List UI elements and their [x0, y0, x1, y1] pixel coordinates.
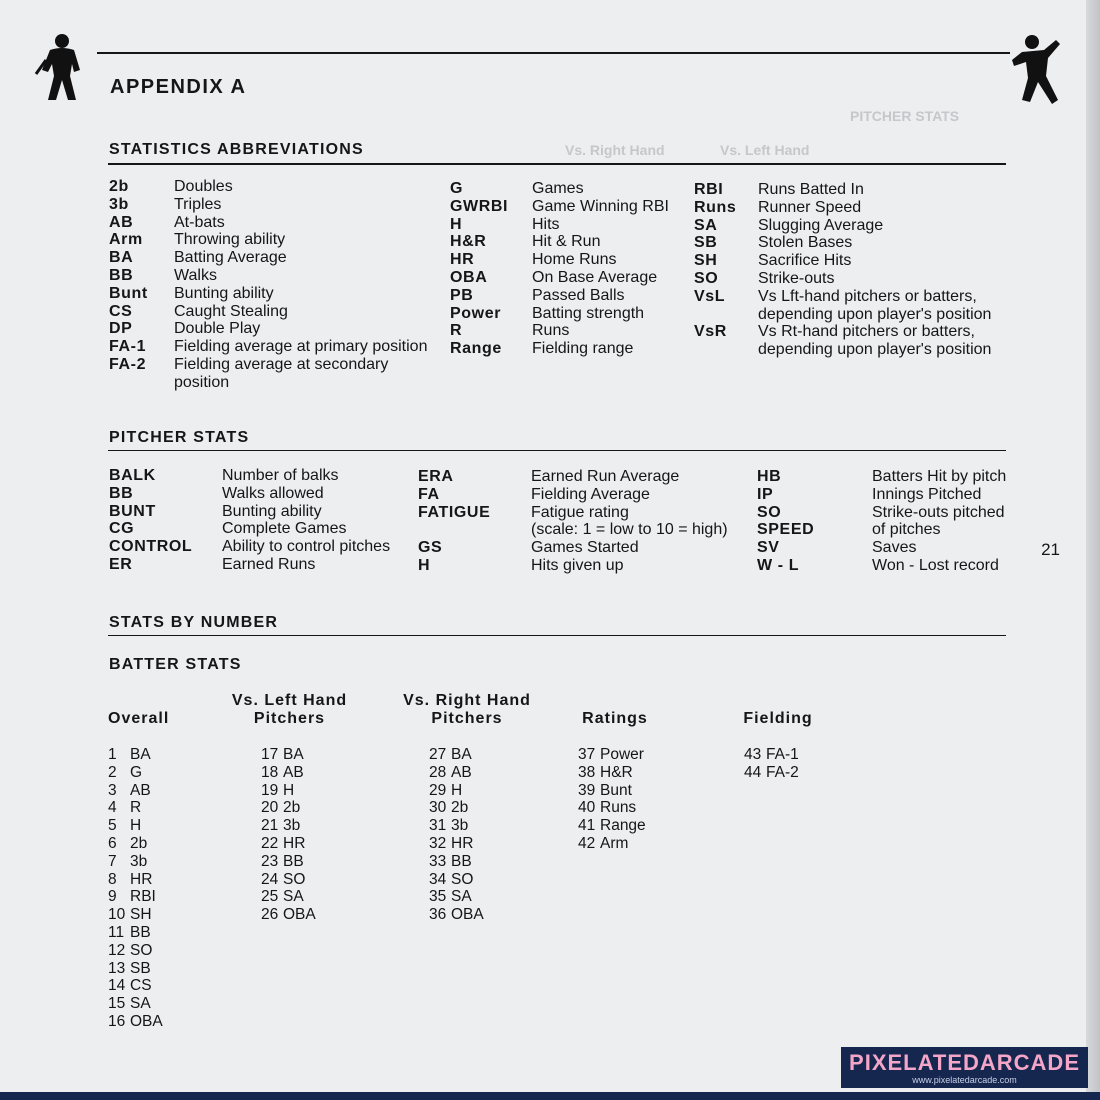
stat-number-row — [578, 764, 646, 782]
abbreviation-code: VsL — [694, 287, 726, 305]
abbreviation-code: Bunt — [109, 284, 148, 302]
stat-number-row — [429, 906, 484, 924]
stat-number: 33 — [429, 852, 447, 870]
stat-number-row — [108, 906, 163, 924]
stat-number: 16 — [108, 1012, 126, 1030]
abbreviation-code: FA-2 — [109, 355, 147, 373]
abbreviation-code: SO — [694, 269, 719, 287]
stat-code: G — [130, 763, 143, 781]
stat-code: BA — [451, 746, 472, 763]
pitcher-silhouette-icon — [1004, 30, 1070, 110]
stat-number-row — [108, 995, 163, 1013]
abbreviation-description: Earned Run Average — [531, 468, 680, 485]
abbreviation-code: HR — [450, 251, 475, 269]
pitcher-stats-heading: PITCHER STATS — [109, 429, 250, 446]
stat-code: SA — [130, 995, 151, 1013]
stat-code: AB — [451, 763, 472, 781]
stat-number-row — [261, 853, 316, 871]
stat-code: OBA — [283, 906, 316, 924]
abbreviation-description: (scale: 1 = low to 10 = high) — [531, 521, 728, 539]
column-heading-vs-right: Vs. Right Hand Pitchers — [403, 692, 531, 727]
abbreviation-description: Caught Stealing — [174, 302, 288, 320]
abbreviation-code: CG — [109, 520, 135, 538]
stat-number: 8 — [108, 870, 117, 888]
stat-number: 34 — [429, 870, 447, 888]
abbreviation-code: FA — [418, 485, 440, 503]
stat-number: 5 — [108, 817, 117, 835]
vs-left-stat-list — [261, 746, 316, 924]
abbreviation-code: BB — [109, 484, 134, 502]
stat-code: SA — [451, 888, 472, 906]
stat-code: H — [130, 817, 142, 835]
page-number: 21 — [1041, 540, 1060, 559]
abbreviation-description: Bunting ability — [174, 284, 274, 302]
abbreviation-code: SA — [694, 216, 718, 234]
stat-code: Bunt — [600, 781, 632, 799]
pitcher-desc-col3 — [872, 468, 1006, 575]
stat-code: HR — [283, 834, 306, 852]
abbreviation-code: Range — [450, 340, 502, 358]
stat-number: 43 — [744, 746, 762, 763]
abbreviation-code: AB — [109, 213, 134, 231]
stat-number-row — [429, 782, 484, 800]
abbreviation-code: FA-1 — [109, 338, 147, 356]
stat-number-row — [108, 1013, 163, 1031]
stat-number-row — [108, 888, 163, 906]
show-through-heading: PITCHER STATS — [850, 108, 960, 124]
stat-code: BB — [283, 852, 304, 870]
abbreviation-description: of pitches — [872, 521, 941, 539]
stat-number-row — [261, 906, 316, 924]
abbreviation-description: Vs Rt-hand pitchers or batters, — [758, 323, 975, 341]
stat-code: R — [130, 799, 142, 817]
watermark-logo — [841, 1047, 1088, 1088]
stat-number-row — [261, 871, 316, 889]
abbreviation-description: Earned Runs — [222, 555, 316, 573]
stat-number-row — [429, 817, 484, 835]
abbreviation-description: Strike-outs pitched — [872, 503, 1005, 521]
stat-number-row — [429, 835, 484, 853]
stat-number-row — [429, 764, 484, 782]
abbreviation-code: Arm — [109, 231, 143, 249]
stat-number-row — [108, 764, 163, 782]
abbreviation-code: SPEED — [757, 521, 815, 539]
stat-number-row — [429, 746, 484, 764]
stat-number-row — [261, 835, 316, 853]
abbreviation-code: CS — [109, 302, 133, 320]
abbreviation-description: Games Started — [531, 539, 639, 557]
stat-number: 36 — [429, 906, 447, 924]
stat-code: SO — [130, 941, 153, 959]
abbreviation-code: H&R — [450, 233, 487, 251]
abbreviation-description: Doubles — [174, 178, 233, 195]
abbreviation-description: At-bats — [174, 213, 225, 231]
column-heading-fielding: Fielding — [743, 710, 813, 727]
stats-abbrev-desc-col3 — [758, 181, 991, 359]
abbreviation-description: Batting strength — [532, 304, 645, 322]
stat-code: 2b — [130, 834, 148, 852]
abbreviation-description: Fatigue rating — [531, 503, 629, 521]
abbreviation-code: W - L — [757, 556, 800, 574]
stat-number-row — [261, 817, 316, 835]
stat-code: H&R — [600, 763, 633, 781]
abbreviation-code: DP — [109, 320, 133, 338]
abbreviation-description: Bunting ability — [222, 502, 322, 520]
stats-abbrev-codes-col3 — [694, 181, 736, 359]
stat-code: H — [283, 781, 295, 799]
fielding-stat-list — [744, 746, 799, 782]
abbreviation-description: Runner Speed — [758, 198, 862, 216]
stat-number: 2 — [108, 763, 117, 781]
pitcher-codes-col2 — [418, 468, 490, 575]
abbreviation-description: Home Runs — [532, 251, 617, 269]
column-heading-ratings: Ratings — [582, 710, 648, 727]
stat-number-row — [108, 746, 163, 764]
abbreviation-description: Walks allowed — [222, 484, 324, 502]
stat-code: 3b — [130, 852, 148, 870]
abbreviation-code: CONTROL — [109, 538, 193, 556]
stat-number: 3 — [108, 781, 117, 799]
abbreviation-code: SH — [694, 252, 718, 270]
abbreviation-code: GWRBI — [450, 197, 509, 215]
stat-code: Range — [600, 817, 646, 835]
stat-code: Power — [600, 746, 644, 763]
abbreviation-code: BUNT — [109, 502, 156, 520]
abbreviation-description: Won - Lost record — [872, 556, 999, 574]
stat-number: 44 — [744, 763, 762, 781]
stat-number-row — [578, 782, 646, 800]
abbreviation-description: Games — [532, 180, 584, 197]
stat-code: SO — [451, 870, 474, 888]
stat-number: 25 — [261, 888, 279, 906]
stat-code: BA — [283, 746, 304, 763]
stats-abbrev-codes-col1 — [109, 178, 148, 392]
stat-number: 18 — [261, 763, 279, 781]
pitcher-desc-col2 — [531, 468, 728, 575]
stat-code: OBA — [130, 1012, 163, 1030]
stat-code: SB — [130, 959, 151, 977]
abbreviation-description: Sacrifice Hits — [758, 252, 852, 270]
stat-number-row — [429, 888, 484, 906]
abbreviation-description: Hits given up — [531, 556, 624, 574]
stat-number: 28 — [429, 763, 447, 781]
stat-number-row — [578, 746, 646, 764]
stat-number-row — [261, 746, 316, 764]
stat-number: 42 — [578, 834, 596, 852]
abbreviation-code — [109, 374, 148, 392]
stats-by-number-heading: STATS BY NUMBER — [109, 614, 279, 631]
stat-number: 6 — [108, 834, 117, 852]
abbreviation-code: VsR — [694, 323, 727, 341]
stat-code: 3b — [451, 817, 469, 835]
stat-number: 40 — [578, 799, 596, 817]
abbreviation-description: Hits — [532, 215, 560, 233]
stats-abbrev-desc-col2 — [532, 180, 669, 358]
abbreviation-description: Passed Balls — [532, 286, 625, 304]
abbreviation-code: ERA — [418, 468, 454, 485]
stat-code: OBA — [451, 906, 484, 924]
abbreviation-description: Ability to control pitches — [222, 538, 391, 556]
stat-code: SO — [283, 870, 306, 888]
stat-number: 29 — [429, 781, 447, 799]
stat-number-row — [744, 746, 799, 764]
stat-code: SA — [283, 888, 304, 906]
abbreviation-description: Hit & Run — [532, 233, 601, 251]
stats-abbrev-codes-col2 — [450, 180, 508, 358]
abbreviation-description: Complete Games — [222, 520, 347, 538]
watermark-brand: PIXELATEDARCADE — [849, 1050, 1080, 1075]
page-edge — [1086, 0, 1100, 1100]
stat-number: 14 — [108, 977, 126, 995]
abbreviation-description: On Base Average — [532, 268, 658, 286]
abbreviation-description: depending upon player's position — [758, 341, 992, 359]
stat-number-row — [108, 799, 163, 817]
abbreviation-code: SB — [694, 234, 718, 252]
stat-code: 3b — [283, 817, 301, 835]
abbreviation-description: Batters Hit by pitch — [872, 468, 1007, 485]
abbreviation-description: Runs Batted In — [758, 181, 864, 198]
abbreviation-description: Stolen Bases — [758, 234, 853, 252]
stat-code: HR — [130, 870, 153, 888]
show-through-text: Vs. Right Hand — [565, 142, 665, 158]
abbreviation-description: position — [174, 373, 230, 391]
stat-number-row — [578, 835, 646, 853]
pitcher-codes-col3 — [757, 468, 814, 575]
abbreviation-description: Fielding Average — [531, 485, 650, 503]
abbreviation-description: Saves — [872, 539, 917, 557]
stat-number-row — [108, 924, 163, 942]
stat-number-row — [261, 782, 316, 800]
stat-code: CS — [130, 977, 152, 995]
abbreviation-code — [418, 521, 490, 539]
abbreviation-description: Batting Average — [174, 249, 287, 267]
overall-stat-list — [108, 746, 163, 1031]
abbreviation-description: Runs — [532, 322, 570, 340]
batter-stats-heading: BATTER STATS — [109, 656, 242, 673]
stat-code: BB — [130, 923, 151, 941]
stat-number-row — [578, 799, 646, 817]
stat-number-row — [108, 817, 163, 835]
stat-number-row — [108, 853, 163, 871]
abbreviation-code: 3b — [109, 195, 129, 213]
stat-number: 17 — [261, 746, 279, 763]
stat-number: 24 — [261, 870, 279, 888]
stat-number-row — [261, 799, 316, 817]
watermark-url: www.pixelatedarcade.com — [912, 1075, 1017, 1085]
abbreviation-description: depending upon player's position — [758, 305, 992, 323]
abbreviation-code: Runs — [694, 198, 737, 216]
abbreviation-code: FATIGUE — [418, 503, 491, 521]
stat-code: Runs — [600, 799, 637, 817]
stat-number-row — [429, 871, 484, 889]
abbreviation-description: Fielding average at primary position — [174, 338, 428, 356]
stat-code: SH — [130, 906, 152, 924]
stat-number: 41 — [578, 817, 596, 835]
abbreviation-description: Triples — [174, 195, 222, 213]
abbreviation-code: PB — [450, 286, 474, 304]
stat-number: 9 — [108, 888, 117, 906]
stat-number: 7 — [108, 852, 117, 870]
stat-number-row — [108, 782, 163, 800]
stat-number-row — [429, 853, 484, 871]
stat-number-row — [261, 764, 316, 782]
abbreviation-code: 2b — [109, 178, 129, 195]
header-rule — [97, 52, 1010, 54]
stat-number: 20 — [261, 799, 279, 817]
section-rule — [108, 450, 1006, 451]
stat-number-row — [261, 888, 316, 906]
stat-number-row — [108, 871, 163, 889]
abbreviation-description: Number of balks — [222, 467, 339, 484]
abbreviation-code: BA — [109, 249, 134, 267]
abbreviation-description: Slugging Average — [758, 216, 884, 234]
stat-number: 15 — [108, 995, 126, 1013]
stat-code: AB — [283, 763, 304, 781]
stat-number-row — [578, 817, 646, 835]
stat-number: 1 — [108, 746, 117, 763]
column-heading-overall: Overall — [108, 710, 170, 727]
stat-number: 13 — [108, 959, 126, 977]
stat-code: H — [451, 781, 463, 799]
section-rule — [108, 163, 1006, 165]
stat-number-row — [744, 764, 799, 782]
page-title: APPENDIX A — [110, 76, 247, 98]
abbreviation-code: SO — [757, 503, 782, 521]
stat-number-row — [108, 977, 163, 995]
abbreviation-description: Double Play — [174, 320, 261, 338]
abbreviation-description: Game Winning RBI — [532, 197, 669, 215]
stat-number: 22 — [261, 834, 279, 852]
stat-number: 12 — [108, 941, 126, 959]
stat-code: 2b — [451, 799, 469, 817]
stat-code: BB — [451, 852, 472, 870]
abbreviation-code — [694, 341, 736, 359]
stat-number-row — [108, 835, 163, 853]
stat-number: 27 — [429, 746, 447, 763]
stat-number: 11 — [108, 923, 125, 941]
abbreviation-code: HB — [757, 468, 782, 485]
stat-number: 31 — [429, 817, 447, 835]
abbreviation-code: BALK — [109, 467, 156, 484]
stat-code: FA-2 — [766, 763, 799, 781]
stat-code: RBI — [130, 888, 156, 906]
stat-code: FA-1 — [766, 746, 799, 763]
abbreviation-description: Innings Pitched — [872, 485, 982, 503]
scan-bottom-edge — [0, 1092, 1100, 1100]
stat-number: 26 — [261, 906, 279, 924]
abbreviation-code: Power — [450, 304, 502, 322]
stat-number-row — [108, 960, 163, 978]
column-heading-vs-left: Vs. Left Hand Pitchers — [231, 692, 348, 727]
abbreviation-code: ER — [109, 555, 133, 573]
stat-number: 35 — [429, 888, 447, 906]
stat-number: 4 — [108, 799, 117, 817]
stat-number-row — [108, 942, 163, 960]
stat-number: 37 — [578, 746, 596, 763]
stat-code: 2b — [283, 799, 301, 817]
abbreviation-code: BB — [109, 266, 134, 284]
ratings-stat-list — [578, 746, 646, 853]
stats-abbrev-desc-col1 — [174, 178, 427, 392]
vs-right-stat-list — [429, 746, 484, 924]
batter-silhouette-icon — [28, 30, 98, 102]
abbreviation-code: SV — [757, 539, 780, 557]
abbreviation-description: Strike-outs — [758, 269, 835, 287]
abbreviation-code: GS — [418, 539, 443, 557]
abbreviation-code — [694, 306, 736, 324]
show-through-text: Vs. Left Hand — [720, 142, 810, 158]
stat-code: BA — [130, 746, 151, 763]
abbreviation-code: R — [450, 322, 463, 340]
stat-number: 21 — [261, 817, 279, 835]
pitcher-codes-col1 — [109, 467, 192, 574]
stat-code: HR — [451, 834, 474, 852]
stat-number: 23 — [261, 852, 279, 870]
abbreviation-description: Vs Lft-hand pitchers or batters, — [758, 287, 977, 305]
stat-number: 30 — [429, 799, 447, 817]
stat-code: Arm — [600, 834, 629, 852]
abbreviation-description: Fielding average at secondary — [174, 355, 389, 373]
stat-code: AB — [130, 781, 151, 799]
abbreviation-code: G — [450, 180, 464, 197]
stat-number: 19 — [261, 781, 279, 799]
abbreviation-code: H — [418, 556, 431, 574]
stat-number: 10 — [108, 906, 126, 924]
stat-number-row — [429, 799, 484, 817]
abbreviation-description: Fielding range — [532, 340, 634, 358]
abbreviation-description: Throwing ability — [174, 231, 286, 249]
abbreviation-code: OBA — [450, 268, 488, 286]
stats-abbrev-heading: STATISTICS ABBREVIATIONS — [109, 141, 364, 158]
abbreviation-code: IP — [757, 485, 774, 503]
stat-number: 39 — [578, 781, 596, 799]
section-rule — [108, 635, 1006, 636]
stat-number: 38 — [578, 763, 596, 781]
abbreviation-description: Walks — [174, 266, 217, 284]
pitcher-desc-col1 — [222, 467, 390, 574]
stat-number: 32 — [429, 834, 447, 852]
abbreviation-code: RBI — [694, 181, 724, 198]
abbreviation-code: H — [450, 215, 463, 233]
